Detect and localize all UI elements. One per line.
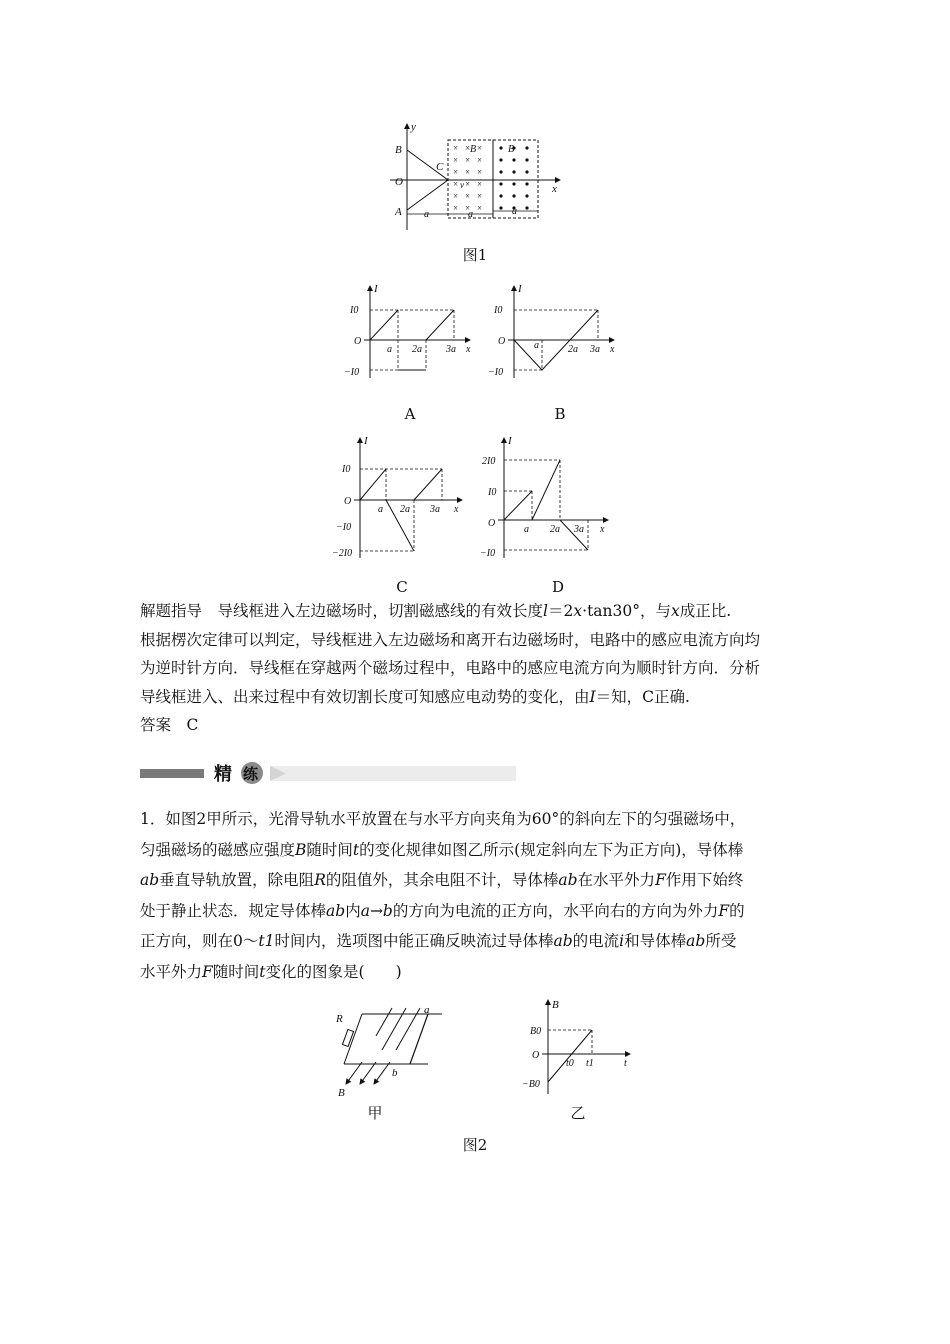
option-d-caption: D (551, 578, 565, 596)
question-line-2: 匀强磁场的磁感应强度B随时间t的变化规律如图乙所示(规定斜向左下为正方向)，导体棒 (140, 840, 744, 859)
guide-line-3: 为逆时针方向．导线框在穿越两个磁场过程中，电路中的感应电流方向为顺时针方向．分析 (140, 659, 761, 677)
question-1 (140, 804, 820, 987)
b-t-line (548, 1030, 592, 1082)
dot-mark (499, 206, 502, 209)
tick-a: a (524, 524, 529, 535)
dot-mark (499, 194, 502, 197)
option-a-graph (342, 282, 482, 382)
label-r: R (336, 1013, 343, 1025)
dot-mark (499, 158, 502, 161)
figure-2-jia (318, 1000, 458, 1098)
cross-mark: × (453, 155, 459, 165)
option-c-caption: C (396, 578, 408, 596)
tick-a: a (387, 344, 392, 355)
tick-t0: t0 (566, 1058, 574, 1069)
cross-mark: × (465, 203, 471, 213)
cross-mark: × (465, 167, 471, 177)
origin-label: O (532, 1050, 540, 1061)
label-field-b: B (338, 1087, 345, 1098)
origin-label: O (498, 336, 506, 347)
dot-mark (525, 182, 528, 185)
tick-a: a (378, 504, 383, 515)
fig1-a3: a (512, 206, 517, 217)
origin-label: O (488, 518, 496, 529)
axis-x-label: x (454, 504, 459, 515)
axis-x-label: x (610, 344, 615, 355)
fig1-v-label: v (460, 180, 464, 190)
dot-mark (499, 182, 502, 185)
cross-mark: × (465, 155, 471, 165)
figure-2-yi-caption: 乙 (570, 1104, 586, 1122)
tick-neg-b0: −B0 (522, 1079, 540, 1090)
axis-i-label: I (374, 283, 378, 295)
cross-mark: × (465, 143, 471, 153)
axis-i-label: I (508, 435, 512, 447)
question-line-6: 水平外力F随时间t变化的图象是( ) (140, 962, 402, 981)
tick-3a: 3a (430, 504, 440, 515)
cross-mark: × (465, 179, 471, 189)
figure-1-caption: 图1 (462, 246, 488, 264)
tick-2a: 2a (550, 524, 560, 535)
label-a: a (424, 1004, 430, 1016)
question-line-3: ab垂直导轨放置，除电阻R的阻值外，其余电阻不计，导体棒ab在水平外力F作用下始终 (140, 871, 744, 889)
fig1-a2: a (468, 209, 473, 220)
cross-mark: × (453, 191, 459, 201)
fig1-c-label: C (436, 161, 444, 173)
figure-2-caption: 图2 (462, 1136, 488, 1154)
tick-neg-2i0: −2I0 (332, 548, 353, 559)
tick-t1: t1 (586, 1058, 594, 1069)
cross-mark: × (477, 203, 483, 213)
fig1-b-left: B (470, 144, 477, 155)
tick-2i0: 2I0 (482, 456, 496, 467)
tick-a: a (534, 340, 539, 351)
guide-label: 解题指导 (140, 602, 203, 620)
tick-3a: 3a (574, 524, 584, 535)
cross-mark: × (453, 203, 459, 213)
axis-b-label: B (552, 999, 559, 1011)
origin-label: O (344, 496, 352, 507)
cross-mark: × (465, 191, 471, 201)
dot-mark (512, 170, 515, 173)
fig1-a-label: A (395, 206, 402, 218)
fig1-o-label: O (395, 176, 403, 188)
fig1-y-label: y (411, 121, 416, 133)
dot-mark (525, 194, 528, 197)
tick-b0: B0 (530, 1026, 542, 1037)
guide-line-1: 解题指导 导线框进入左边磁场时，切割磁感线的有效长度l＝2x·tan30°，与x成正比. (140, 602, 732, 620)
tick-i0: I0 (342, 464, 351, 475)
answer-value: C (186, 716, 199, 734)
resistor-icon (342, 1029, 353, 1046)
option-d-graph (480, 434, 620, 562)
axis-i-label: I (518, 283, 522, 295)
tick-2a: 2a (568, 344, 578, 355)
tick-neg-i0: −I0 (344, 367, 360, 378)
option-b-caption: B (554, 405, 566, 423)
dot-mark (525, 206, 528, 209)
cross-mark: × (453, 179, 459, 189)
option-c-graph (332, 434, 472, 562)
cross-symbols (453, 143, 482, 213)
cross-mark: × (453, 143, 459, 153)
question-line-4: 处于静止状态．规定导体棒ab内a→b的方向为电流的正方向，水平向右的方向为外力F的 (140, 901, 745, 920)
cross-mark: × (477, 155, 483, 165)
tick-i0: I0 (488, 487, 497, 498)
axis-i-label: I (364, 435, 368, 447)
tick-neg-i0: −I0 (336, 522, 352, 533)
cross-mark: × (477, 143, 483, 153)
origin-label: O (354, 336, 362, 347)
fig1-x-label: x (552, 183, 557, 195)
cross-mark: × (477, 167, 483, 177)
banner-char-2: 练 (243, 765, 259, 783)
dot-mark (525, 170, 528, 173)
figure-1 (380, 118, 570, 236)
axis-x-label: x (466, 344, 471, 355)
section-banner (140, 762, 516, 784)
dot-mark (512, 182, 515, 185)
cross-mark: × (453, 167, 459, 177)
dot-mark (525, 146, 528, 149)
figure-2-jia-caption: 甲 (367, 1104, 383, 1122)
tick-3a: 3a (446, 344, 456, 355)
tick-3a: 3a (590, 344, 600, 355)
tick-2a: 2a (412, 344, 422, 355)
question-line-1: 1．如图2甲所示，光滑导轨水平放置在与水平方向夹角为60°的斜向左下的匀强磁场中， (140, 810, 746, 828)
label-b: b (392, 1067, 398, 1079)
dot-mark (499, 170, 502, 173)
axis-t-label: t (624, 1058, 627, 1069)
tick-i0: I0 (494, 305, 503, 316)
cross-mark: × (477, 179, 483, 189)
dot-mark (525, 158, 528, 161)
solution-guide (140, 597, 820, 740)
banner-char-1: 精 (214, 764, 232, 784)
option-a-caption: A (404, 405, 416, 423)
tick-neg-i0: −I0 (480, 548, 496, 559)
axis-x-label: x (600, 524, 605, 535)
field-arrows (346, 1062, 390, 1084)
figure-2-yi (520, 996, 640, 1098)
answer-line (140, 711, 820, 740)
fig1-a1: a (424, 209, 429, 220)
answer-label: 答案 (140, 716, 172, 734)
dot-mark (499, 146, 502, 149)
cross-mark: × (477, 191, 483, 201)
fig1-b-label: B (395, 144, 402, 156)
dot-mark (512, 158, 515, 161)
fig1-b-right: B (508, 144, 515, 155)
option-b-graph (486, 282, 626, 382)
tick-neg-i0: −I0 (488, 367, 504, 378)
question-line-5: 正方向，则在0～t1时间内，选项图中能正确反映流过导体棒ab的电流i和导体棒ab所受 (140, 932, 737, 950)
guide-line-2: 根据楞次定律可以判定，导线框进入左边磁场和离开右边磁场时，电路中的感应电流方向均 (140, 630, 761, 649)
dot-mark (512, 194, 515, 197)
dot-symbols (499, 146, 528, 209)
guide-line-4: 导线框进入、出来过程中有效切割长度可知感应电动势的变化，由I＝知，C正确. (140, 687, 690, 706)
tick-2a: 2a (400, 504, 410, 515)
tick-i0: I0 (350, 305, 359, 316)
